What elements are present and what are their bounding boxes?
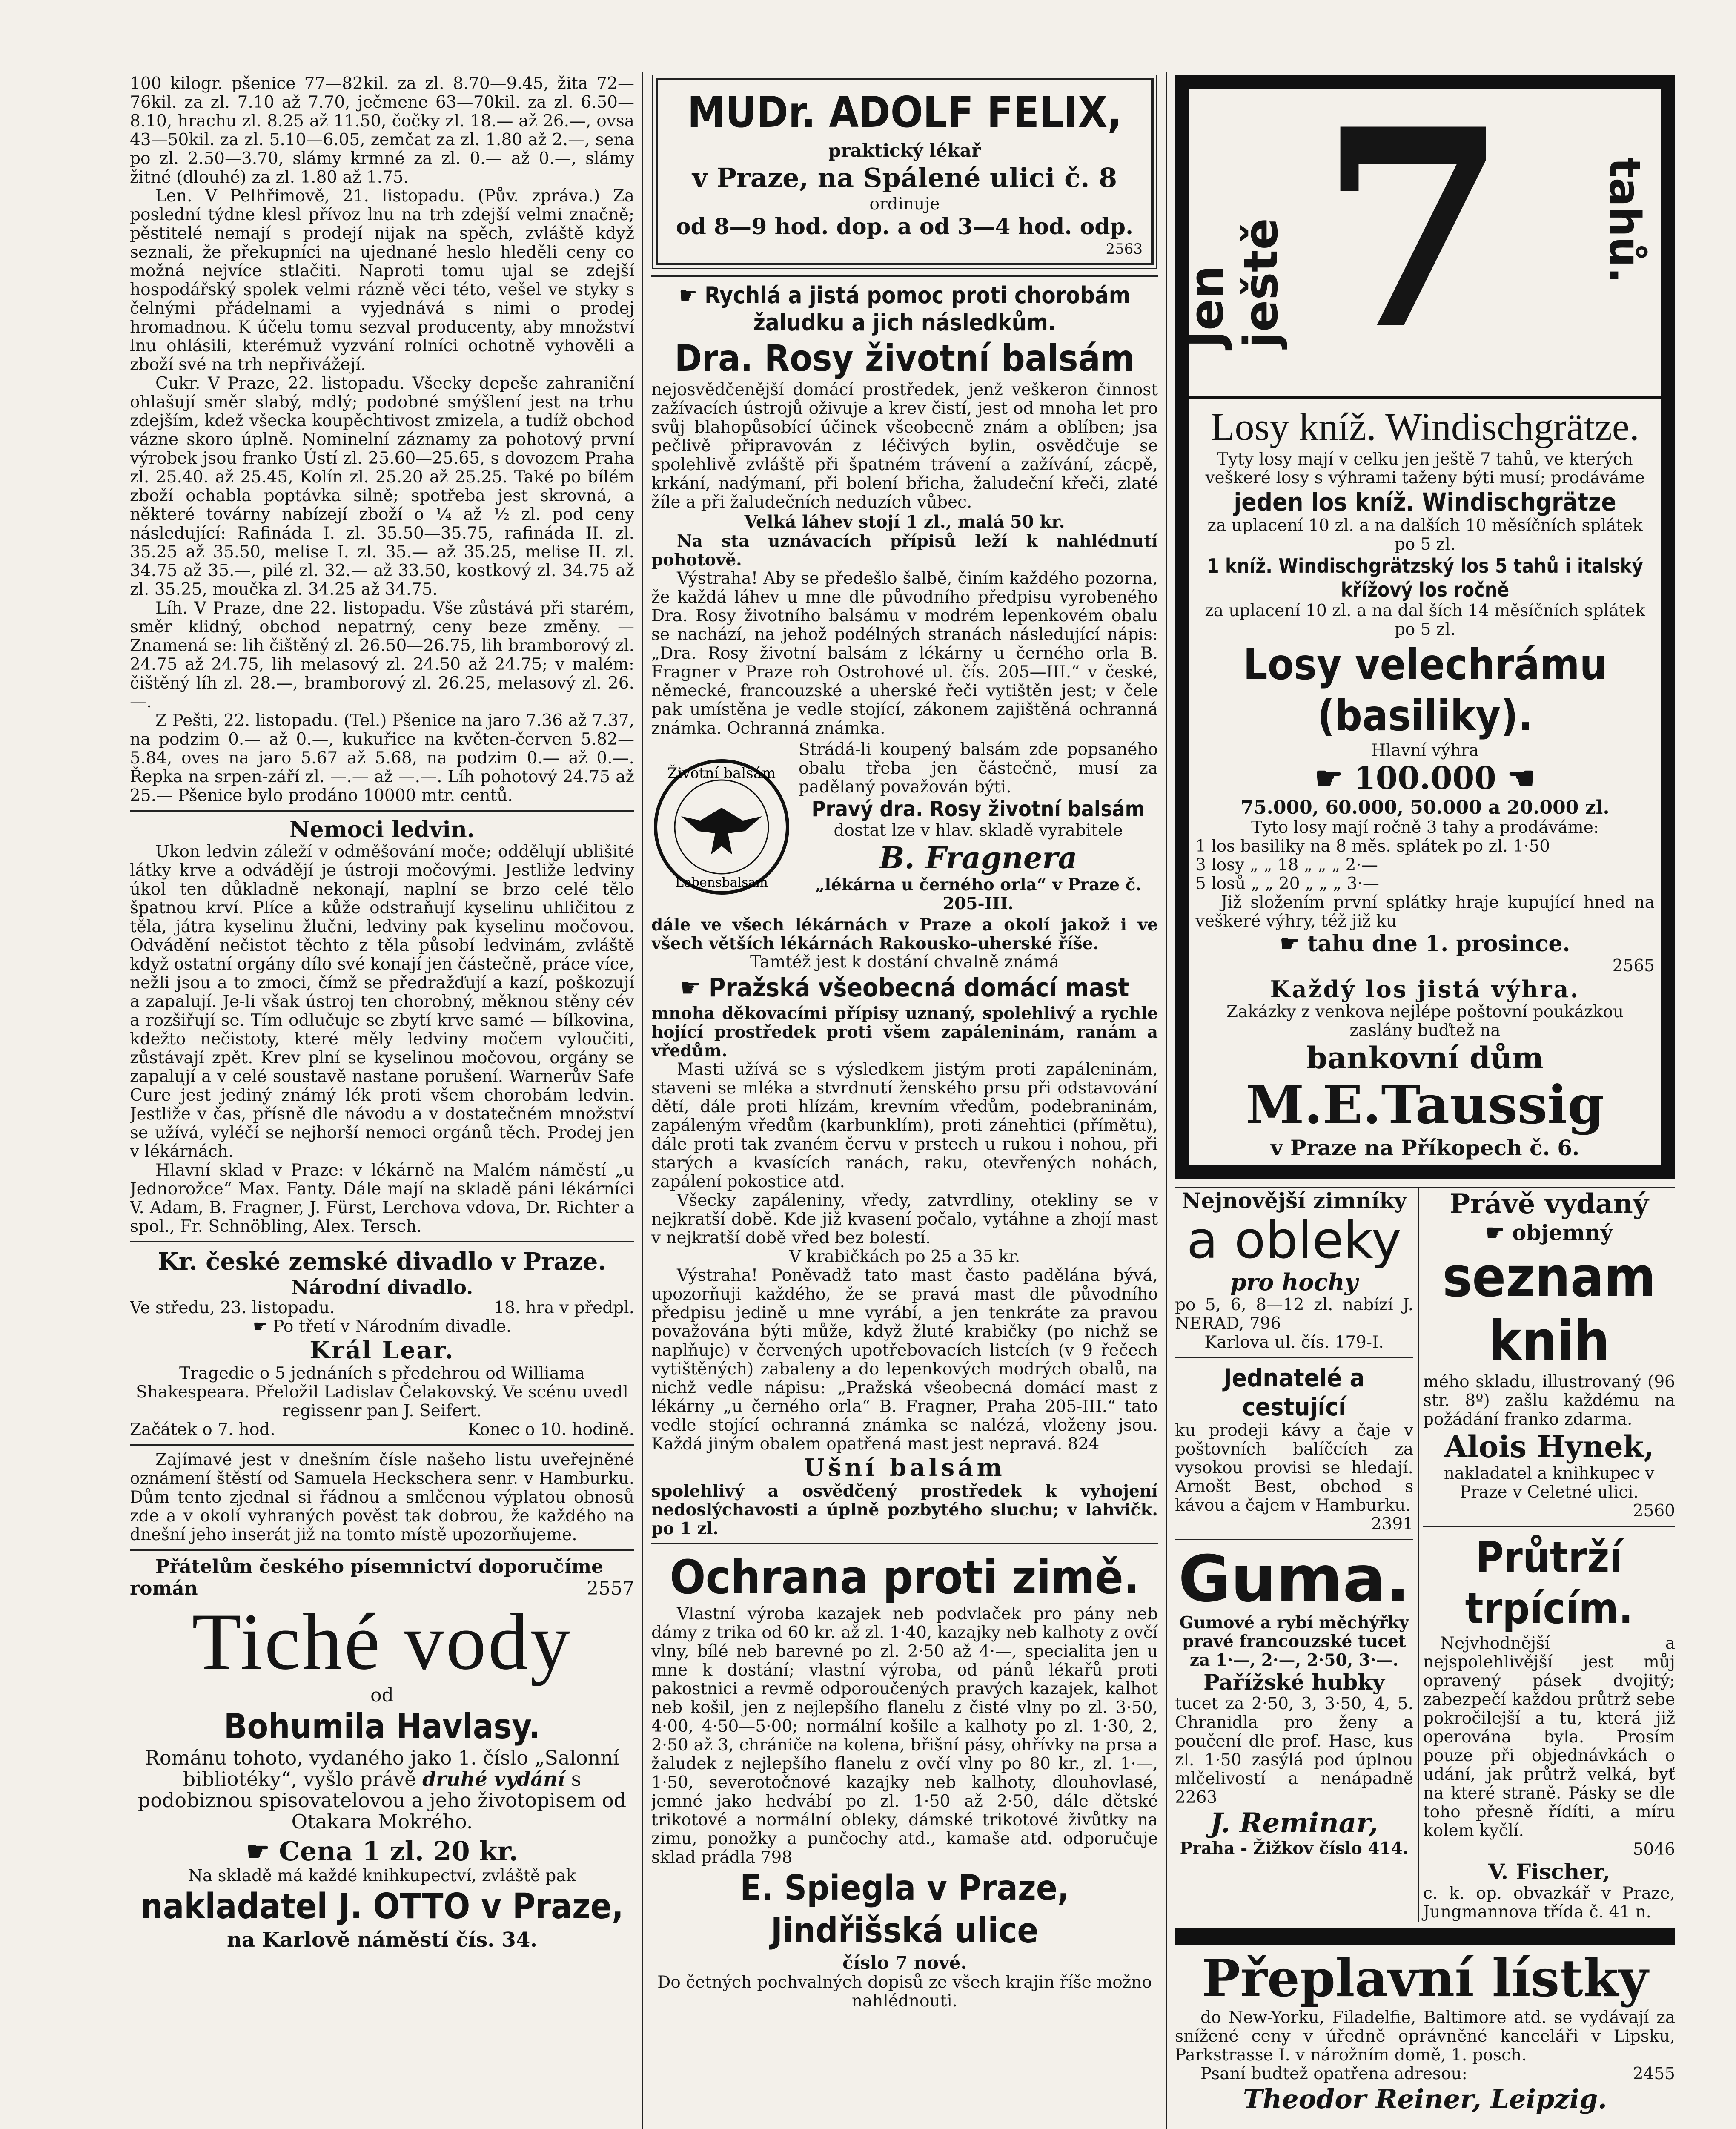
losy-title: Losy kníž. Windischgrätze.	[1211, 405, 1639, 448]
divider	[130, 810, 634, 812]
heckscher-note: Zajímavé jest v dnešním čísle našeho listu uveřejněné oznámení štěstí od Samuela Heckschera senr. v Hamburku. Dům tento zjednal si řádnou a smlčenou výplatou obnosů zde a v okolí vyhraných pověst tak dobrou, že každého na dnešní jeho inserát již na tomto místě upozorňujeme.	[130, 1450, 634, 1544]
novel-price: ☛ Cena 1 zl. 20 kr.	[246, 1836, 518, 1867]
pest-report: Z Pešti, 22. listopadu. (Tel.) Pšenice na jaro 7.36 až 7.37, na podzim 0.— až 0.—, kukuřice na květen-červen 5.82—5.84, oves na jaro 5.67 až 5.68, na podzim 0.— až 0.—. Řepka na srpen-září zl. —.— až —.—. Líh pohotový 24.75 až 25.— Pšenice bylo prodáno 10000 mtr. centů.	[130, 711, 634, 805]
trademark-stamp	[651, 757, 792, 897]
mast-price: V krabičkách po 25 a 35 kr.	[789, 1247, 1020, 1266]
eagle-icon	[681, 808, 762, 855]
felix-title: praktický lékař	[828, 140, 981, 161]
pointing-hand-icon: ☛	[1485, 1220, 1512, 1245]
spirit-report: Líh. V Praze, dne 22. listopadu. Vše zůstává při starém, směr klidný, obchod nepatrný, ceny beze změny. — Znamená se: lih čištěný zl. 26.50—26.75, lih bramborový zl. 24.75 až 24.75, lih melasový zl. 24.50 až 24.75; v malém: čištěný líh zl. 28.—, bramborový zl. 26.25, melasový zl. 26.—.	[130, 599, 634, 712]
market-prices: 100 kilogr. pšenice 77—82kil. za zl. 8.70—9.45, žita 72—76kil. za zl. 7.10 až 7.70, ječmene 63—70kil. za zl. 6.50—8.10, hrachu zl. 8.25 až 11.50, čočky zl. 18.— až 26.—, ovsa 43—50kil. za zl. 5.10—6.05, zemčat za zl. 1.80 až 2.—, sena po zl. 2.50—3.70, slámy krmné za zl. 0.— až 0.—, slámy žitné (dlouhé) za zl. 1.80 až 1.75.	[130, 75, 634, 187]
mast-warning: Výstraha! Poněvadž tato mast často padělána bývá, upozorňuji každého, že se pravá mast dle původního předpisu jedině u mne vyrábí, a jen tenkráte za pravou považována býti může, když žluté krabičky (po nichž se naplňuje) v červených upotřebovacích listcích (v 9 řečech vytištěných) zabaleny a do lepenkových modrých obalů, na nichž vedle nápisu: „Pražská všeobecná domácí mast z lékárny „u černého orla“ B. Fragner, Praha 205-III.“ tato vedle stojící ochranná známka se nalézá, vloženy jsou. Každá jiným obalem opatřená mast jest nepravá. 824	[651, 1266, 1158, 1454]
zimniky-title: Nejnovější zimníky	[1181, 1188, 1407, 1213]
jeden-los: jeden los kníž. Windischgrätze	[1234, 488, 1616, 516]
losy-text: Tyty losy mají v celku jen ještě 7 tahů, ve kterých veškeré losy s výhrami taženy býti musí; prodáváme	[1205, 450, 1645, 488]
velechram-title: Losy velechrámu (basiliky).	[1243, 640, 1607, 740]
fischer-address: c. k. op. obvazkář v Praze, Jungmannova třída č. 41 n.	[1423, 1884, 1675, 1922]
theatre-title: Kr. české zemské divadlo v Praze.	[158, 1248, 606, 1276]
publisher-name: nakladatel J. OTTO v Praze,	[140, 1886, 624, 1927]
column-2	[651, 75, 1158, 2129]
splozenim: Již složením první splátky hraje kupující hned na veškeré výhry, též již ku	[1195, 893, 1655, 931]
zakazky: Zakázky z venkova nejlépe poštovní poukázkou zaslány buďtež na	[1226, 1002, 1624, 1040]
theatre-start: Začátek o 7. hod.	[130, 1420, 275, 1439]
hlavni-vyhra: Hlavní výhra	[1371, 741, 1479, 760]
felix-ordinuje: ordinuje	[869, 195, 940, 214]
kidney-depot: Hlavní sklad v Praze: v lékárně na Malém náměstí „u Jednorožce“ Max. Fanty. Dále mají na skladě páni lékárníci V. Adam, B. Fragner, J. Fürst, Lerchova vdova, Dr. Richter a spol., Fr. Schnöbling, Alex. Tersch.	[130, 1161, 634, 1236]
prutrzi-title: Průtrží trpícím.	[1465, 1532, 1633, 1633]
fragner-name: B. Fragnera	[879, 840, 1077, 875]
ad-number: 2557	[587, 1578, 634, 1599]
mast-text-2: Masti užívá se s výsledkem jistým proti zapáleninám, staveni se mléka a stvrdnutí ženského prsu při odstavování dětí, dále proti hlízám, krevním vředům, podebraninám, zapáleným vředům (karbunklím), proti zánehtici (přímětu), dále proti tak zvaném červu v prstech u rukou i nohou, při starých a kvasících ranách, raku, otevřených nohách, zapálení pokostice atd.	[651, 1060, 1158, 1191]
hynek-address: nakladatel a knihkupec v Praze v Celetné ulici.	[1444, 1464, 1655, 1502]
usni-text: spolehlivý a osvědčený prostředek k vyhojení nedoslýchavosti a úplně pozbytého sluchu; v lahvičk. po 1 zl.	[651, 1481, 1158, 1538]
obleky: a obleky	[1186, 1211, 1402, 1270]
kazdy-los: Každý los jistá výhra.	[1270, 976, 1580, 1003]
felix-ad	[656, 78, 1154, 265]
jednatele-title: Jednatelé a cestující	[1223, 1363, 1365, 1421]
theatre-description: Tragedie o 5 jednáních s předehrou od Williama Shakespeara. Přeložil Ladislav Čelakovský. Ve scénu uvedl regissenr pan J. Seifert.	[136, 1364, 628, 1420]
fischer-name: V. Fischer,	[1488, 1859, 1610, 1884]
splatky-1: za uplacení 10 zl. a na dalších 10 měsíčních splátek po 5 zl.	[1207, 516, 1643, 554]
reiner-name: Theodor Reiner, Leipzig.	[1243, 2083, 1607, 2115]
stamp-bottom-text: Lebensbalsam	[675, 875, 768, 890]
rosa-available: dostat lze v hlav. skladě vyrabitele	[834, 821, 1123, 840]
divider	[1423, 1526, 1675, 1527]
reminar-name: J. Reminar,	[1210, 1807, 1378, 1839]
offer-5: 5 losů „ „ 20 „ „ „ 3·—	[1195, 874, 1379, 893]
bankovni-dum: bankovní dům	[1306, 1040, 1544, 1076]
column-1	[130, 75, 634, 2129]
small-ads-right	[1419, 1188, 1675, 1922]
psani-row	[1175, 2065, 1675, 2083]
theatre-subscription: 18. hra v předpl.	[494, 1298, 634, 1317]
lottery-ad	[1175, 75, 1675, 1179]
mast-text: mnoha děkovacími přípisy uznaný, spolehlivý a rychle hojící prostředek proti všem zapáleninám, ranám a vředům.	[651, 1004, 1158, 1061]
guma-title: Guma.	[1178, 1542, 1410, 1616]
prikopy: v Praze na Příkopech č. 6.	[1270, 1135, 1580, 1160]
novel-od: od	[370, 1684, 394, 1706]
felix-name: MUDr. ADOLF FELIX,	[687, 87, 1122, 137]
spiegl-name: E. Spiegla v Praze, Jindřišská ulice	[740, 1868, 1069, 1951]
novel-title: Tiché vody	[192, 1597, 573, 1687]
divider	[651, 1543, 1158, 1544]
offer-1: 1 los basiliky na 8 měs. splátek po zl. 1·50	[1195, 837, 1550, 856]
heavy-rule	[1175, 1928, 1675, 1945]
ad-number: 824	[1067, 1435, 1100, 1454]
theatre-play: Král Lear.	[309, 1336, 455, 1364]
seven-draws-banner	[1179, 75, 1655, 396]
sugar-report: Cukr. V Praze, 22. listopadu. Všecky depeše zahraniční ohlašují směr slabý, mdlý; podobné smýšlení jest na trhu zdejším, kdež všecka koupěchtivost zmizela, a tudíž obchod vázne skoro úplně. Nominelní záznamy za pohotový první výrobek jsou franko Ústí zl. 25.60—25.65, s dovozem Praha zl. 25.40. až 25.45, Kolín zl. 25.20 až 25.25. Také po bílém zboží ochabla poptávka silně; spotřeba jest skrovná, a některé továrny nabízejí zboží o ¼ až ½ zl. pod ceny následující: Rafináda I. zl. 35.50—35.75, rafináda II. zl. 35.25 až 35.50, melise I. zl. 35.— až 35.25, melise II. zl. 34.75 až 35.—, pilé zl. 32.— až 33.50, kostkový zl. 34.75 až zl. 35.25, moučka zl. 34.25 až 34.75.	[130, 374, 634, 599]
novel-description: Románu tohoto, vydaného jako 1. číslo „Salonní bibliotéky“, vyšlo právě druhé vydání s podobiznou spisovatelovou a jeho životopisem od Otakara Mokrého.	[138, 1746, 627, 1833]
tahy-rocne: Tyto losy mají ročně 3 tahy a prodáváme:	[1251, 818, 1599, 837]
rosa-genuine: Pravý dra. Rosy životní balsám	[811, 797, 1145, 821]
divider	[1175, 1539, 1413, 1540]
guma-text: Gumové a rybí měchýřky pravé francouzské tucet za 1·—, 2·—, 2·50, 3·—.	[1179, 1613, 1409, 1670]
pointing-hand-icon: ☛	[1315, 760, 1354, 797]
jednatele-text: ku prodeji kávy a čaje v poštovních balíčcích za vysokou provisi se hledají. Arnošt Best, obchod s kávou a čajem v Hamburku.	[1175, 1421, 1413, 1515]
kidney-text: Ukon ledvin záleží v odměšování moče; oddělují ublišité látky krve a odvádějí je ústroji močovými. Jestliže ledviny úkol ten důkladně nekonají, naplní se brzo celé tělo špatnou krví. Plíce a kůže odstraňují kyselinu uhličitou z těla, játra kyselinu žlučni, ledviny pak kyselinu močovou. Odvádění nečistot těchto z těla působí ledvinám, zvláště když ostatní orgány dílo své konají jen částečně, práce více, nežli jsou a to zmoci, čímž se předražďují a kazí, poškozují a zapalují. Je-li však ústroj ten chorobný, měknou stěny cév a rozšiřují se. Tím odlučuje se zbytí krve samé — bílkovina, kdežto nečistoty, které měly ledviny močem vyloučiti, zůstávají zpět. Krev plní se kyselinou močovou, orgány se zapalují a v celé soustavě nastane porušení. Warnerův Safe Cure jest jediný známý lék proti všem chorobám ledvin. Jestliže v čas, přísně dle návodu a v dostatečném množství se užívá, vyléčí se nejhorší nemoci orgánů těch. Prodej jen v lékárnách.	[130, 842, 634, 1161]
rosa-warning: Výstraha! Aby se předešlo šalbě, činím každého pozorna, že každá láhev u mne dle původního předpisu vyrobeného Dra. Rosy životního balsámu v modrém lepenkovém obalu se nachází, na jehož podélných stranách následující nápis: „Dra. Rosy životní balsám z lékárny u černého orla B. Fragner v Praze roh Ostrohové ul. čís. 205—III.“ v české, německé, francouzské a uherské řeči vytištěn jest; v čele pak umístěna je vedle stojící, zákonem zajištěná ochranná známka. Ochranná známka.	[651, 569, 1158, 738]
spiegl-number: číslo 7 nové.	[842, 1952, 967, 1973]
theatre-date: Ve středu, 23. listopadu.	[130, 1298, 335, 1317]
pointing-hand-icon: ☛	[252, 1317, 273, 1336]
column-rule-1	[642, 72, 643, 2129]
pro-hochy: pro hochy	[1230, 1268, 1358, 1296]
italsky-los: 1 kníž. Windischgrätzský los 5 tahů i italský křížový los ročně	[1206, 554, 1644, 601]
preplavni-text: do New-Yorku, Filadelfie, Baltimore atd. se vydávají za snížené ceny v úředně oprávněné kanceláři v Lipsku, Parkstrasse I. v nárožním domě, 1. posch.	[1175, 2008, 1675, 2065]
theatre-date-row	[130, 1299, 634, 1317]
parizske-title: Pařížské hubky	[1203, 1670, 1385, 1695]
pointing-hand-left-icon: ☚	[1496, 760, 1535, 797]
theatre-subtitle: Národní divadlo.	[291, 1276, 473, 1299]
tahu-dne: ☛ tahu dne 1. prosince.	[1280, 931, 1570, 957]
pointing-hand-icon: ☛	[679, 282, 705, 309]
mast-text-3: Všecky zapáleniny, vředy, zatvrdliny, otekliny se v nejkratší době. Kde již kvasení počalo, vytáhne a zhojí mast v nejkratší době vřed bez bolestí.	[651, 1191, 1158, 1248]
hynek-name: Alois Hynek,	[1444, 1429, 1654, 1464]
reminar-address: Praha - Žižkov číslo 414.	[1180, 1839, 1409, 1858]
divider	[651, 275, 1158, 277]
rosa-price: Velká láhev stojí 1 zl., malá 50 kr.	[744, 512, 1065, 532]
novel-author: Bohumila Havlasy.	[223, 1707, 541, 1746]
rosa-note: Na sta uznávacích přípisů leží k nahlédnutí pohotově.	[651, 531, 1158, 570]
publisher-address: na Karlově náměstí čís. 34.	[226, 1928, 538, 1952]
stamp-top-text: Životní balsám	[667, 764, 776, 782]
zimniky-text: po 5, 6, 8—12 zl. nabízí J. NERAD, 796	[1175, 1295, 1413, 1333]
ad-number: 798	[760, 1848, 793, 1867]
ad-number: 2391	[1371, 1515, 1413, 1534]
seznam-knih: seznam knih	[1442, 1245, 1656, 1373]
divider	[130, 1549, 634, 1551]
divider	[130, 1241, 634, 1242]
objemny: ☛ objemný	[1485, 1220, 1613, 1245]
ad-number: 2455	[1633, 2064, 1675, 2083]
preplavni-title: Přeplavní lístky	[1202, 1948, 1648, 2008]
pointing-hand-icon: ☛	[246, 1836, 279, 1867]
seven-numeral: 7	[1319, 75, 1509, 390]
theatre-end: Konec o 10. hodině.	[468, 1420, 634, 1439]
offer-3: 3 losy „ „ 18 „ „ „ 2·—	[1195, 855, 1378, 875]
prave-vydany: Právě vydaný	[1450, 1188, 1649, 1220]
taussig: M.E.Taussig	[1246, 1074, 1604, 1136]
jackpot: ☛ 100.000 ☚	[1315, 760, 1535, 797]
mast-title: ☛ Pražská všeobecná domácí mast	[680, 973, 1129, 1003]
pointing-hand-icon: ☛	[1280, 931, 1308, 957]
jen-jeste: Jen ještě	[1179, 218, 1288, 348]
prutrzi-text: Nejvhodnější a nejspolehlivější jest můj opravený pásek dvojitý; zabezpečí každou průtrž sebe pokročilejší a tu, která již operována byla. Prosím pouze při objednávkách o udání, jak průtrž velká, byť na které straně. Pásky se dle toho přesně řídíti, a míru kolem kyčlí.	[1423, 1634, 1675, 1840]
psani: Psaní budtež opatřena adresou:	[1200, 2064, 1467, 2083]
divider	[130, 1444, 634, 1446]
kidney-title: Nemoci ledvin.	[289, 817, 475, 843]
splatky-2: za uplacení 10 zl. a na dal ších 14 měsíčních splátek po 5 zl.	[1205, 601, 1645, 639]
prizes: 75.000, 60.000, 50.000 a 20.000 zl.	[1240, 797, 1610, 818]
ad-number: 5046	[1633, 1840, 1675, 1859]
rosa-text: nejosvědčenější domácí prostředek, jenž veškeron činnost zažívacích ústrojů oživuje a krev čistí, jest od mnoha let pro svůj blahopůsobící účinek všeobecně znám a oblíben; jsa pečlivě připravován z léčivých bylin, osvědčuje se spolehlivě zvláště při špatném trávení a zažívání, zácpě, krkání, nadýmaní, při bolení břicha, žaludeční křeči, zlaté žíle a při žaludečních neduzích vůbec.	[651, 380, 1158, 512]
pointing-hand-icon: ☛	[680, 973, 709, 1003]
small-ads-left	[1175, 1188, 1419, 1922]
tahu: tahů.	[1600, 157, 1650, 284]
rosa-title: Dra. Rosy životní balsám	[674, 337, 1135, 380]
parizske-text: tucet za 2·50, 3, 3·50, 4, 5. Chranidla pro ženy a poučení dle prof. Hase, kus zl. 1·50 zasýlá pod úplnou mlčelivostí a nenápadně 2263	[1175, 1694, 1413, 1807]
winter-text: Vlastní výroba kazajek neb podvlaček pro pány neb dámy z trika od 60 kr. až zl. 1·40, kazajky neb kalhoty z ovčí vlny, bílé neb barevné po zl. 2·50 až 4·—, specialita jen u mne k dostání; vlastní výroba, od pánů lékařů proti pakostnici a revmě odporoučených pravých kazajek, kalhot neb košil, jen z nejlepšího flanelu z čisté vlny po zl. 3·50, 4·00, 4·50—5·00; normální košile a kalhoty po zl. 1·30, 2, 2·50 až 3, chrániče na kolena, břišní pásy, ohřívky na prsa a žaludek z nejlepšího flanelu z ovčí vlny po 80 kr., zl. 1·—, 1·50, severotočnové kazajky neb kalhoty, dlouhovlasé, jemné jako hedvábí po zl. 1·50 až 2·50, dále dětské trikotové a normální obleky, dámské trikotové živůtky na zimu, ponožky a punčochy atd., kamaše atd. odporučuje sklad prádla 798	[651, 1604, 1158, 1867]
flax-report: Len. V Pelhřimově, 21. listopadu. (Pův. zpráva.) Za poslední týdne klesl přívoz lnu na trh zdejší velmi značně; pěstitelé nemají s prodejí nijak na spěch, zvláště když seznali, že překupníci na ujednané heslo hleděli ceny co možná nejvíce stlačiti. Naproti tomu ujal se zdejší hospodářský spolek velmi rázně věci této, vešel ve styky s čelnými přádelnami a vyjednává s nimi o prodej hromadnou. K účelu tomu sezval producenty, aby množství lnu ohlásili, kterémuž vyzvání rolníci ochotně vyhověli a zboží své na trh nepřivážejí.	[130, 187, 634, 374]
felix-address: v Praze, na Spálené ulici č. 8	[692, 162, 1117, 193]
rosa-more: dále ve všech lékárnách v Praze a okolí jakož i ve všech větších lékárnách Rakousko-uherské říše.	[651, 915, 1158, 953]
column-rule-2	[1166, 72, 1167, 2129]
available-note: Na skladě má každé knihkupectví, zvláště pak	[188, 1866, 576, 1885]
seznam-text: mého skladu, illustrovaný (96 str. 8º) zašlu každému na požádání franko zdarma.	[1423, 1372, 1675, 1429]
theatre-third-time: ☛ Po třetí v Národním divadle.	[252, 1317, 512, 1336]
felix-hours: od 8—9 hod. dop. a od 3—4 hod. odp.	[676, 214, 1134, 240]
ad-number: 2563	[1106, 241, 1143, 258]
theatre-times	[130, 1420, 634, 1439]
fragner-address: „lékárna u černého orla“ v Praze č. 205-III.	[815, 875, 1142, 913]
mast-intro: Tamtéž jest k dostání chvalně známá	[750, 953, 1060, 972]
winter-title: Ochrana proti zimě.	[670, 1550, 1140, 1604]
nerad-address: Karlova ul. čís. 179-I.	[1204, 1333, 1384, 1352]
friends-line: Přátelům českého písemnictví doporučíme román 2557	[130, 1556, 634, 1599]
spiegl-note: Do četných pochvalných dopisů ze všech krajin říše možno nahlédnouti.	[657, 1973, 1152, 2011]
rosa-tagline: ☛ Rychlá a jistá pomoc proti chorobám žaludku a jich následkům.	[679, 282, 1131, 336]
usni-title: Ušní balsám	[804, 1454, 1006, 1482]
divider	[1175, 1357, 1413, 1358]
rosa-stamp-row	[651, 740, 1158, 913]
ad-number: 2560	[1633, 1501, 1675, 1521]
rosa-warning-2: Strádá-li koupený balsám zde popsaného obalu třeba jen částečně, musí za padělaný považován býti.	[799, 740, 1158, 797]
column-3	[1175, 75, 1675, 2129]
small-ads-grid	[1175, 1187, 1675, 1922]
ad-number: 2565	[1612, 956, 1655, 976]
